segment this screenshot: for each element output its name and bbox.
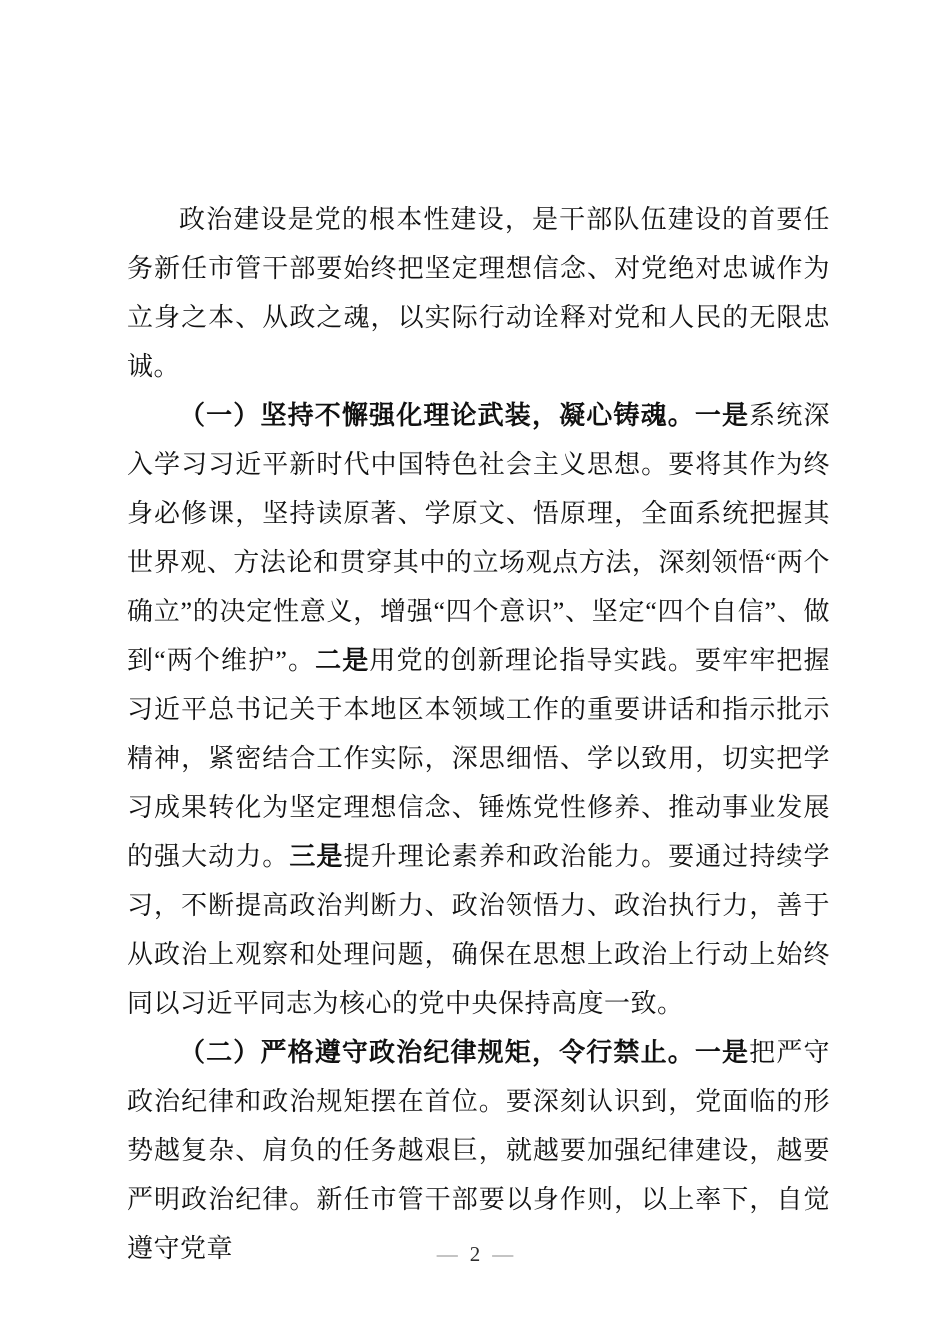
- paragraph: [127, 1028, 830, 1273]
- text-run: 政治建设是党的根本性建设，是干部队伍建设的首要任务新任市管干部要始终把坚定理想信念、对党绝对忠诚作为立身之本、从政之魂，以实际行动诠释对党和人民的无限忠诚。: [127, 205, 830, 381]
- footer-dash-left: —: [436, 1242, 458, 1266]
- text-run: 系统深入学习习近平新时代中国特色社会主义思想。要将其作为终身必修课，坚持读原著、学原文、悟原理，全面系统把握其世界观、方法论和贯穿其中的立场观点方法，深刻领悟“两个确立”的决定性意义，增强“四个意识”、坚定“四个自信”、做到“两个维护”。: [127, 401, 830, 675]
- page-number: 2: [469, 1242, 481, 1266]
- emphasis-run: 二是: [315, 646, 370, 675]
- emphasis-run: （一）坚持不懈强化理论武装，凝心铸魂。一是: [179, 401, 750, 430]
- footer-dash-right: —: [492, 1242, 514, 1266]
- document-body: [127, 195, 830, 1273]
- emphasis-run: 三是: [289, 842, 344, 871]
- text-run: 提升理论素养和政治能力。要通过持续学习，不断提高政治判断力、政治领悟力、政治执行力，善于从政治上观察和处理问题，确保在思想上政治上行动上始终同以习近平同志为核心的党中央保持高度一致。: [127, 842, 830, 1018]
- text-run: 用党的创新理论指导实践。要牢牢把握习近平总书记关于本地区本领域工作的重要讲话和指示批示精神，紧密结合工作实际，深思细悟、学以致用，切实把学习成果转化为坚定理想信念、锤炼党性修养、推动事业发展的强大动力。: [127, 646, 830, 871]
- emphasis-run: （二）严格遵守政治纪律规矩，令行禁止。一是: [179, 1038, 750, 1067]
- paragraph: [127, 391, 830, 1028]
- page-footer: [0, 1242, 950, 1266]
- paragraph: [127, 195, 830, 391]
- text-run: 把严守政治纪律和政治规矩摆在首位。要深刻认识到，党面临的形势越复杂、肩负的任务越艰巨，就越要加强纪律建设，越要严明政治纪律。新任市管干部要以身作则，以上率下，自觉遵守党章: [127, 1038, 830, 1263]
